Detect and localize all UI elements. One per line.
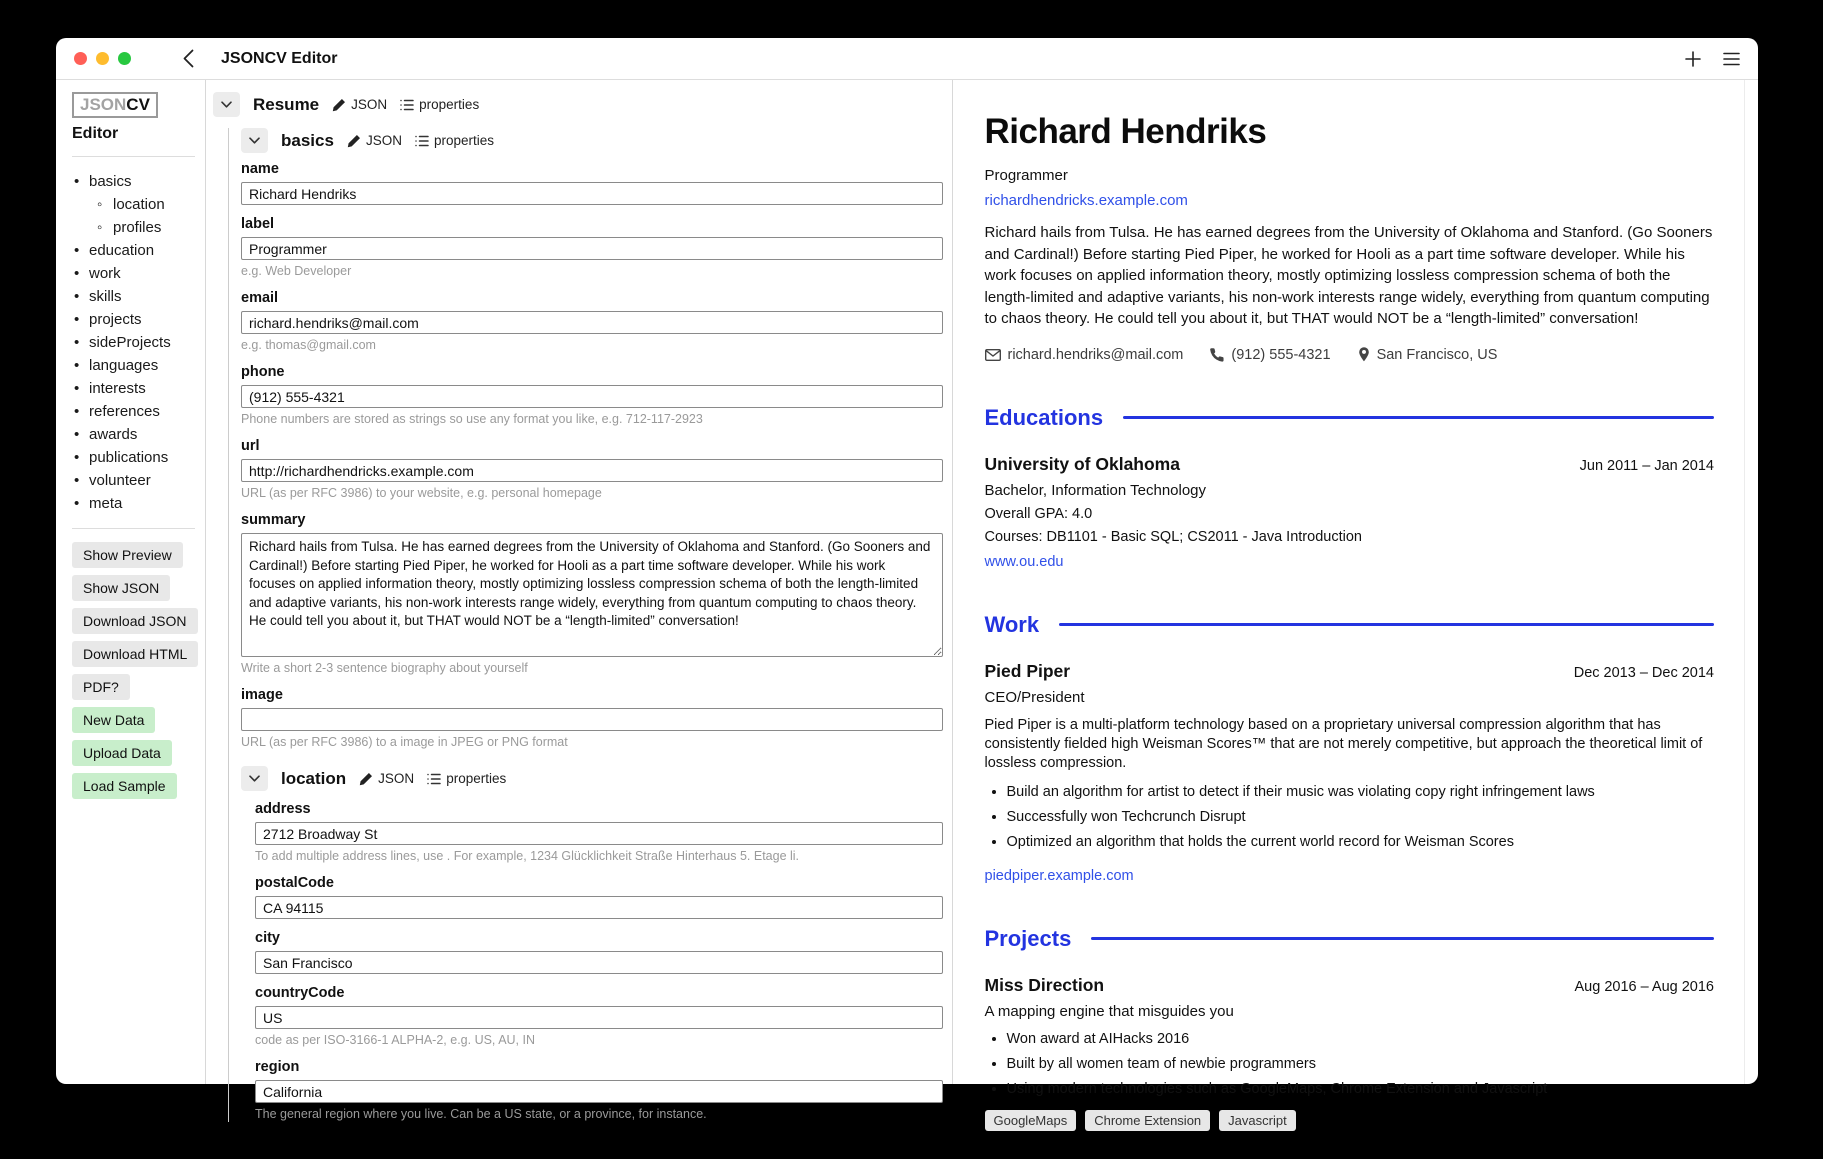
pencil-icon bbox=[332, 98, 346, 112]
address-field-label: address bbox=[255, 801, 311, 817]
resume-edit-json-button[interactable] bbox=[332, 97, 387, 112]
field-email bbox=[241, 290, 943, 353]
resume-children bbox=[228, 128, 943, 1122]
window-body bbox=[56, 80, 1758, 1128]
preview-website-link[interactable]: richardhendricks.example.com bbox=[984, 192, 1188, 209]
resume-json-label: JSON bbox=[351, 97, 388, 112]
contact-location bbox=[1358, 347, 1498, 363]
list-icon bbox=[427, 773, 441, 785]
project-highlight-item: • Using modern technologies such as GoogleMaps, Chrome Extension and Javascript bbox=[1007, 1081, 1715, 1098]
sidebar-divider bbox=[72, 156, 195, 157]
education-degree: Bachelor, Information Technology bbox=[984, 481, 1207, 499]
name-input[interactable] bbox=[241, 182, 943, 205]
summary-textarea[interactable] bbox=[241, 533, 943, 657]
region-field-label: region bbox=[255, 1059, 300, 1075]
titlebar-actions bbox=[1685, 51, 1740, 67]
project-tag: Javascript bbox=[1219, 1110, 1296, 1131]
url-field-label: url bbox=[241, 438, 260, 454]
project-highlight-item: • Won award at AIHacks 2016 bbox=[1007, 1031, 1715, 1048]
chevron-down-icon bbox=[221, 101, 232, 108]
pencil-icon bbox=[359, 772, 373, 786]
location-json-label: JSON bbox=[378, 771, 415, 786]
location-properties-button[interactable] bbox=[427, 771, 506, 786]
email-field-label: email bbox=[241, 290, 279, 306]
address-field-hint: To add multiple address lines, use . For example, 1234 Glücklichkeit Straße Hinterhaus 5. Etage li. bbox=[255, 849, 800, 863]
pdf-button[interactable]: PDF? bbox=[72, 674, 130, 700]
sidebar-item-projects[interactable]: • projects bbox=[72, 308, 195, 331]
basics-properties-button[interactable] bbox=[415, 133, 494, 148]
contact-phone bbox=[1210, 347, 1330, 363]
field-region bbox=[255, 1059, 943, 1122]
location-subsection bbox=[241, 766, 943, 1122]
location-children bbox=[255, 801, 943, 1122]
sidebar bbox=[56, 80, 206, 1084]
section-rule bbox=[1091, 937, 1714, 940]
work-company: Pied Piper bbox=[984, 660, 1071, 681]
contact-email-text: richard.hendriks@mail.com bbox=[1007, 346, 1184, 363]
projects-heading-text: Projects bbox=[984, 925, 1072, 951]
work-highlight-item: • Optimized an algorithm that holds the current world record for Weisman Scores bbox=[1007, 834, 1715, 851]
location-section-title: location bbox=[281, 768, 347, 788]
field-label bbox=[241, 216, 943, 279]
project-highlight-item: • Built by all women team of newbie programmers bbox=[1007, 1056, 1715, 1073]
pencil-icon bbox=[347, 134, 361, 148]
logo-subtitle: Editor bbox=[72, 125, 119, 142]
education-date-range: Jun 2011 – Jan 2014 bbox=[1579, 457, 1714, 474]
upload-data-button[interactable]: Upload Data bbox=[72, 740, 172, 766]
chevron-left-icon bbox=[182, 49, 194, 68]
sidebar-item-interests[interactable]: • interests bbox=[72, 377, 195, 400]
work-highlight-item: • Successfully won Techcrunch Disrupt bbox=[1007, 809, 1715, 826]
url-field-hint: URL (as per RFC 3986) to your website, e.g. personal homepage bbox=[241, 486, 602, 500]
work-section-heading bbox=[985, 612, 1715, 638]
summary-field-label: summary bbox=[241, 512, 306, 528]
sidebar-item-sideprojects[interactable]: • sideProjects bbox=[72, 331, 195, 354]
resume-properties-label: properties bbox=[419, 97, 480, 112]
sidebar-actions bbox=[72, 542, 195, 809]
postalcode-input[interactable] bbox=[255, 896, 943, 919]
resume-preview-panel bbox=[953, 80, 1759, 1128]
project-tag: Chrome Extension bbox=[1085, 1110, 1210, 1131]
list-icon bbox=[415, 135, 429, 147]
phone-input[interactable] bbox=[241, 385, 943, 408]
address-input[interactable] bbox=[255, 822, 943, 845]
basics-properties-label: properties bbox=[433, 133, 494, 148]
chevron-down-icon bbox=[249, 137, 260, 144]
back-button[interactable] bbox=[182, 49, 194, 68]
sidebar-item-profiles[interactable]: ◦ profiles bbox=[72, 216, 195, 239]
location-properties-label: properties bbox=[446, 771, 507, 786]
window-controls bbox=[74, 52, 140, 65]
work-date-range: Dec 2013 – Dec 2014 bbox=[1573, 664, 1714, 681]
show-preview-button[interactable]: Show Preview bbox=[72, 542, 183, 568]
region-field-hint: The general region where you live. Can be a US state, or a province, for instance. bbox=[255, 1107, 707, 1121]
hamburger-icon bbox=[1723, 52, 1740, 66]
sidebar-item-languages[interactable]: • languages bbox=[72, 354, 195, 377]
project-tags bbox=[985, 1110, 1715, 1131]
preview-contact-row bbox=[985, 347, 1715, 363]
load-sample-button[interactable]: Load Sample bbox=[72, 773, 177, 799]
phone-icon bbox=[1210, 348, 1224, 362]
window-title: JSONCV Editor bbox=[221, 49, 338, 67]
countrycode-field-hint: code as per ISO-3166-1 ALPHA-2, e.g. US, AU, IN bbox=[255, 1033, 535, 1047]
project-name: Miss Direction bbox=[984, 974, 1105, 995]
resume-properties-button[interactable] bbox=[400, 97, 479, 112]
project-entry-header bbox=[985, 975, 1715, 996]
titlebar bbox=[56, 38, 1758, 80]
preview-summary: Richard hails from Tulsa. He has earned degrees from the University of Oklahoma and Stanford. (Go Sooners and Cardinal!) Before starting Pied Piper, he worked for Hooli as a part time software developer. While his work focuses on applied information theory, mostly optimizing lossless compression schema of both the length-limited and adaptive variants, his non-work interests range widely, everything from quantum computing to chaos theory. He could tell you about it, but THAT would NOT be a “length-limited” conversation! bbox=[984, 224, 1713, 327]
menu-button[interactable] bbox=[1723, 52, 1740, 66]
maximize-window-button[interactable] bbox=[118, 52, 131, 65]
basics-collapse-button[interactable] bbox=[241, 128, 268, 153]
projects-section-heading bbox=[985, 926, 1715, 952]
work-highlight-item: • Build an algorithm for artist to detect if their music was violating copy right infringement laws bbox=[1007, 784, 1715, 801]
education-gpa: Overall GPA: 4.0 bbox=[984, 505, 1093, 522]
field-image bbox=[241, 687, 943, 750]
section-rule bbox=[1059, 623, 1714, 626]
location-collapse-button[interactable] bbox=[241, 766, 268, 791]
contact-phone-text: (912) 555-4321 bbox=[1231, 346, 1331, 363]
envelope-icon bbox=[985, 349, 1001, 361]
field-name bbox=[241, 161, 943, 205]
new-tab-button[interactable] bbox=[1685, 51, 1701, 67]
image-field-hint: URL (as per RFC 3986) to a image in JPEG or PNG format bbox=[241, 735, 568, 749]
sidebar-item-volunteer[interactable]: • volunteer bbox=[72, 469, 195, 492]
resume-section-title: Resume bbox=[253, 94, 320, 114]
sidebar-item-publications[interactable]: • publications bbox=[72, 446, 195, 469]
new-data-button[interactable]: New Data bbox=[72, 707, 155, 733]
field-city bbox=[255, 930, 943, 974]
basics-section-title: basics bbox=[281, 130, 334, 150]
education-link[interactable]: www.ou.edu bbox=[984, 553, 1064, 570]
field-url bbox=[241, 438, 943, 501]
name-field-label: name bbox=[241, 161, 279, 177]
sidebar-item-references[interactable]: • references bbox=[72, 400, 195, 423]
url-input[interactable] bbox=[241, 459, 943, 482]
logo-cv-part: CV bbox=[126, 95, 150, 114]
field-postalcode bbox=[255, 875, 943, 919]
project-highlights bbox=[985, 1031, 1715, 1098]
preview-name: Richard Hendriks bbox=[984, 112, 1267, 151]
work-summary: Pied Piper is a multi-platform technology based on a proprietary universal compression algorithm that has consistently fielded high Weisman Scores™ that are not merely competitive, but approach the theoretical limit of lossless compression. bbox=[984, 716, 1703, 771]
basics-json-label: JSON bbox=[365, 133, 402, 148]
postalcode-field-label: postalCode bbox=[255, 875, 334, 891]
work-entry-header bbox=[985, 661, 1715, 682]
logo-json-part: JSON bbox=[80, 95, 127, 114]
phone-field-hint: Phone numbers are stored as strings so use any format you like, e.g. 712-117-2923 bbox=[241, 412, 703, 426]
section-rule bbox=[1123, 416, 1714, 419]
contact-email bbox=[985, 347, 1184, 363]
email-field-hint: e.g. thomas@gmail.com bbox=[241, 338, 376, 352]
phone-field-label: phone bbox=[241, 364, 285, 380]
basics-edit-json-button[interactable] bbox=[347, 133, 402, 148]
education-entry-header bbox=[985, 454, 1715, 475]
sidebar-item-education[interactable]: • education bbox=[72, 239, 195, 262]
educations-section-heading bbox=[985, 405, 1715, 431]
city-field-label: city bbox=[255, 930, 280, 946]
countrycode-input[interactable] bbox=[255, 1006, 943, 1029]
sidebar-item-location[interactable]: ◦ location bbox=[72, 193, 195, 216]
resume-section-header bbox=[213, 92, 943, 117]
chevron-down-icon bbox=[249, 775, 260, 782]
label-input[interactable] bbox=[241, 237, 943, 260]
minimize-window-button[interactable] bbox=[96, 52, 109, 65]
field-phone bbox=[241, 364, 943, 427]
app-logo bbox=[72, 92, 158, 118]
sidebar-item-awards[interactable]: • awards bbox=[72, 423, 195, 446]
region-input[interactable] bbox=[255, 1080, 943, 1103]
basics-section-header bbox=[241, 128, 943, 153]
project-date-range: Aug 2016 – Aug 2016 bbox=[1574, 978, 1714, 995]
label-field-hint: e.g. Web Developer bbox=[241, 264, 352, 278]
project-description: A mapping engine that misguides you bbox=[984, 1002, 1234, 1020]
plus-icon bbox=[1685, 51, 1701, 67]
sidebar-item-work[interactable]: • work bbox=[72, 262, 195, 285]
sidebar-item-skills[interactable]: • skills bbox=[72, 285, 195, 308]
image-input[interactable] bbox=[241, 708, 943, 731]
image-field-label: image bbox=[241, 687, 283, 703]
sidebar-item-basics[interactable]: • basics bbox=[72, 170, 195, 193]
map-pin-icon bbox=[1358, 347, 1370, 362]
city-input[interactable] bbox=[255, 951, 943, 974]
work-heading-text: Work bbox=[984, 611, 1040, 637]
sidebar-item-meta[interactable]: • meta bbox=[72, 492, 195, 515]
preview-job-label: Programmer bbox=[984, 167, 1068, 184]
sidebar-nav bbox=[72, 170, 195, 515]
field-address bbox=[255, 801, 943, 864]
close-window-button[interactable] bbox=[74, 52, 87, 65]
show-json-button[interactable]: Show JSON bbox=[72, 575, 170, 601]
field-countrycode bbox=[255, 985, 943, 1048]
label-field-label: label bbox=[241, 216, 275, 232]
download-html-button[interactable]: Download HTML bbox=[72, 641, 198, 667]
education-institution: University of Oklahoma bbox=[984, 453, 1180, 474]
list-icon bbox=[400, 99, 414, 111]
download-json-button[interactable]: Download JSON bbox=[72, 608, 198, 634]
location-section-header bbox=[241, 766, 943, 791]
summary-field-hint: Write a short 2-3 sentence biography about yourself bbox=[241, 661, 528, 675]
sidebar-divider-2 bbox=[72, 528, 195, 529]
project-tag: GoogleMaps bbox=[985, 1110, 1077, 1131]
countrycode-field-label: countryCode bbox=[255, 985, 345, 1001]
contact-location-text: San Francisco, US bbox=[1376, 346, 1498, 363]
work-position: CEO/President bbox=[984, 688, 1085, 706]
field-summary bbox=[241, 512, 943, 676]
app-window bbox=[56, 38, 1758, 1128]
email-input[interactable] bbox=[241, 311, 943, 334]
education-courses: Courses: DB1101 - Basic SQL; CS2011 - Java Introduction bbox=[984, 528, 1362, 545]
educations-heading-text: Educations bbox=[984, 404, 1104, 430]
editor-panel bbox=[206, 80, 953, 1121]
work-highlights bbox=[985, 784, 1715, 851]
location-edit-json-button[interactable] bbox=[359, 771, 414, 786]
resume-collapse-button[interactable] bbox=[213, 92, 240, 117]
work-link[interactable]: piedpiper.example.com bbox=[984, 867, 1134, 884]
